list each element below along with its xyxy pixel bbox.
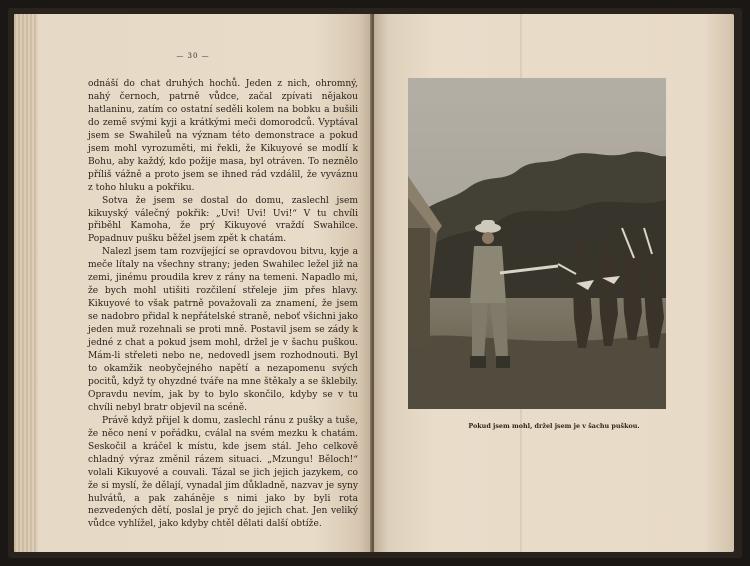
open-book xyxy=(8,8,742,558)
paragraph: Sotva že jsem se dostal do domu, zaslechl jsem kikuyský válečný pokřik: „Uvi! Uvi! Uvi!“ V tu chvíli přiběhl Kamoha, že prý Kikuyové vraždí Swahilce. Popadnuv pušku běžel jsem zpět k chatám. xyxy=(88,195,358,245)
photo-scene xyxy=(408,78,666,409)
paragraph: odnáší do chat druhých hochů. Jeden z nich, ohromný, nahý černoch, patrně vůdce, začal zpívati nějakou hatlaninu, zatím co ostatní seděli kolem na bobku a bušili do země svými kyji a krátkými meči domorodců. Vyptával jsem se Swahileů na význam této demonstrace a pokud jsem mohl vyrozuměti, mi řekli, že Kikuyové se modlí k Bohu, aby každý, kdo požije masa, byl otráven. To neznělo příliš vážně a proto jsem se ihned rád vzdálil, že vyváznu z toho hluku a pokřiku. xyxy=(88,79,358,193)
left-page xyxy=(14,14,372,552)
page-edges xyxy=(14,14,38,552)
paragraph: Právě když přijel k domu, zaslechl ránu z pušky a tuše, že něco není v pořádku, cválal na svém mezku k chatám. Seskočil a kráčel k místu, kde jsem stál. Jeho celkově chladný výraz změnil rázem situaci. „Mzungu! Běloch!“ volali Kikuyové a couvali. Tázal se jich jejich jazykem, co že si myslí, že dělají, vynadal jim důkladně, nazvav je syny hulvátů, a pak zaháněje s nimi jako by byli rota nezvedených dětí, poslal je pryč do jejich chat. Jen veliký vůdce vyhlížel, jako kdyby chtěl dělati další obtíže. xyxy=(88,415,358,530)
page-number: — 30 — xyxy=(176,52,210,60)
body-text xyxy=(88,78,358,531)
paragraph: Nalezl jsem tam rozvíjející se opravdovou bitvu, kyje a meče lítaly na všechny strany; jeden Swahilec ležel již na zemi, jinému proudila krev z rány na temeni. Napadlo mi, že bych mohl utišiti rozčilení střeleje jim přes hlavy. Kikuyové to však patrně považovali za znamení, že jsem se nadobro přidal k nepřátelské straně, neboť všichni jako jeden muž rozehnali se proti mně. Postavil jsem se zády k jedné z chat a pokud jsem mohl, držel je v šachu puškou. Mám-li střeleti nebo ne, nedovedl jsem rozhodnouti. Byl to okamžik neobyčejného napětí a nezapomenu svých pocitů, když ty ohyzdné tváře na mne štěkaly a se šklebily. Opravdu nevím, jak by to bylo skončilo, kdyby se v tu chvíli nebyl bratr objevil na scéně. xyxy=(88,247,358,413)
illustration-caption: Pokud jsem mohl, držel jsem je v šachu puškou. xyxy=(468,422,640,430)
illustration-photo xyxy=(408,78,666,409)
right-page xyxy=(374,14,734,552)
